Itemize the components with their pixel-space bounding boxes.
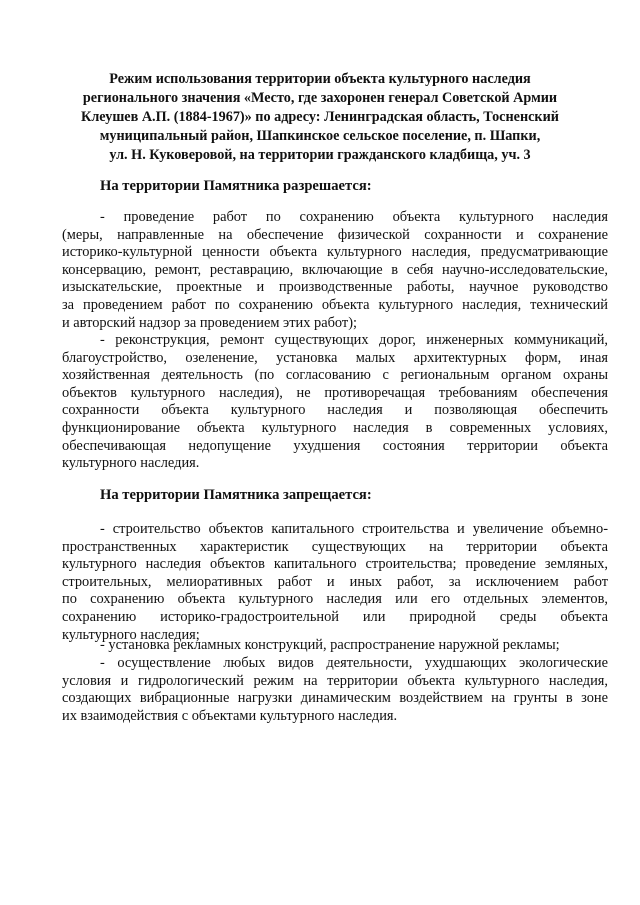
text-line: сохранению историко-градостроительной или природной среды объекта — [62, 608, 608, 625]
forbidden-item-construction — [62, 521, 608, 644]
text-line: (меры, направленные на обеспечение физической сохранности и сохранение — [62, 226, 608, 243]
text-line: культурного наследия объектов капитального строительства; проведение земляных, — [62, 556, 608, 573]
text-line: условия и гидрологический режим на территории объекта культурного наследия, — [62, 672, 608, 689]
text-line: хозяйственная деятельность (по согласованию с региональным органом охраны — [62, 367, 608, 384]
title-line: Режим использования территории объекта культурного наследия — [109, 71, 531, 87]
text-line: - осуществление любых видов деятельности, ухудшающих экологические — [100, 655, 608, 671]
text-line: культурного наследия; — [62, 626, 200, 643]
forbidden-heading: На территории Памятника запрещается: — [100, 487, 372, 503]
title-line: Клеушев А.П. (1884-1967)» по адресу: Ленинградская область, Тосненский — [81, 109, 559, 125]
text-line: строительных, мелиоративных работ и иных работ, за исключением работ — [62, 573, 608, 590]
text-line: культурного наследия. — [62, 455, 200, 472]
title-line: регионального значения «Место, где захоронен генерал Советской Армии — [82, 90, 558, 106]
text-line: по сохранению объекта культурного наследия или его отдельных элементов, — [62, 591, 608, 608]
forbidden-item-advertising — [62, 637, 608, 655]
title-line: ул. Н. Куковеровой, на территории гражданского кладбища, уч. 3 — [109, 147, 531, 163]
text-line: - установка рекламных конструкций, распространение наружной рекламы; — [100, 637, 560, 653]
text-line: функционирование объекта культурного наследия в современных условиях, — [62, 419, 608, 436]
text-line: создающих вибрационные нагрузки динамическим воздействием на грунты в зоне — [62, 690, 608, 707]
title-line: муниципальный район, Шапкинское сельское поселение, п. Шапки, — [99, 128, 541, 144]
text-line: обеспечивающая недопущение ухудшения состояния территории объекта — [62, 437, 608, 454]
text-line: их взаимодействия с объектами культурного наследия. — [62, 707, 398, 724]
text-line: за проведением работ по сохранению объекта культурного наследия, технический — [62, 296, 608, 313]
allowed-item-conservation — [62, 209, 608, 332]
text-line: изыскательские, проектные и производственные работы, научное руководство — [62, 279, 608, 296]
text-line: - проведение работ по сохранению объекта культурного наследия — [100, 209, 608, 225]
text-line: - строительство объектов капитального строительства и увеличение объемно- — [100, 521, 608, 537]
allowed-heading: На территории Памятника разрешается: — [100, 178, 372, 194]
text-line: пространственных характеристик существующих на территории объекта — [62, 538, 608, 555]
text-line: благоустройство, озеленение, установка малых архитектурных форм, иная — [62, 349, 608, 366]
text-line: - реконструкция, ремонт существующих дорог, инженерных коммуникаций, — [100, 332, 608, 348]
document-title — [62, 70, 578, 165]
text-line: сохранности объекта культурного наследия и позволяющая обеспечить — [62, 402, 608, 419]
text-line: историко-культурной ценности объекта культурного наследия, предусматривающие — [62, 244, 608, 261]
forbidden-item-ecology — [62, 655, 608, 725]
text-line: объектов культурного наследия), не противоречащая требованиям обеспечения — [62, 384, 608, 401]
text-line: и авторский надзор за проведением этих работ); — [62, 314, 357, 331]
allowed-item-reconstruction — [62, 332, 608, 473]
text-line: консервацию, ремонт, реставрацию, включающие в себя научно-исследовательские, — [62, 261, 608, 278]
